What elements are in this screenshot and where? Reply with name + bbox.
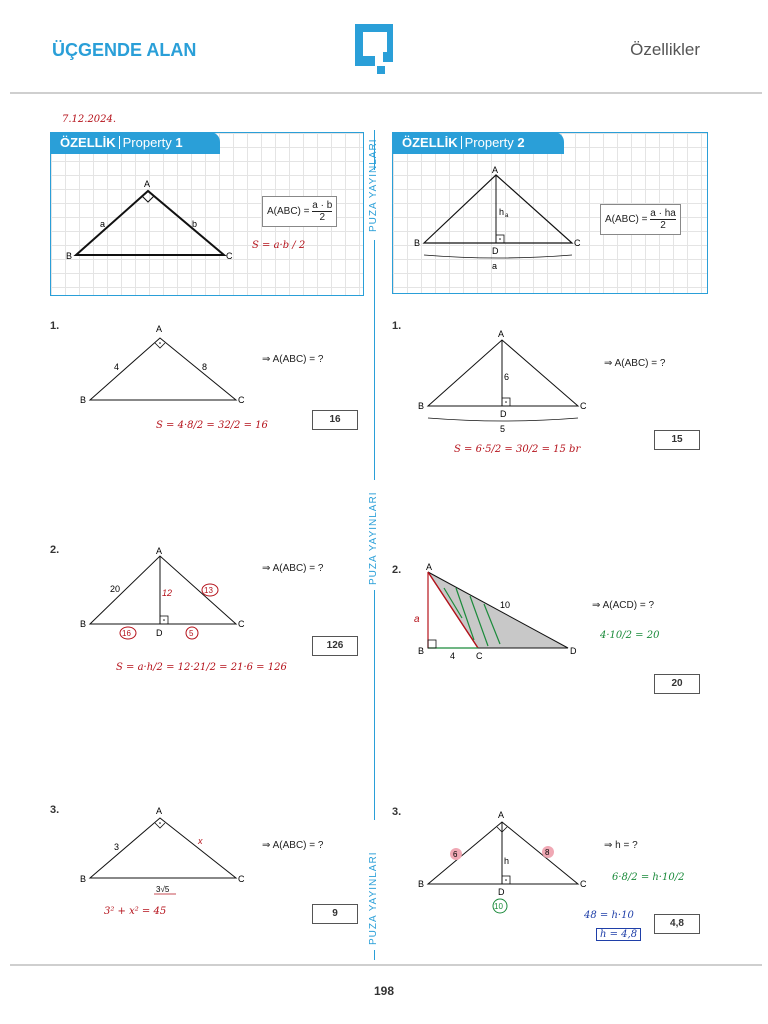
svg-text:a: a	[505, 213, 509, 219]
publisher-vertical-1: PUZA YAYINLARI	[368, 138, 379, 232]
right-q2-triangle	[404, 560, 584, 664]
property1-formula-den: 2	[319, 212, 326, 223]
svg-text:3√5: 3√5	[156, 885, 170, 894]
property2-formula-num: a · ha	[650, 208, 676, 219]
right-q1-triangle	[414, 328, 594, 438]
property2-tab-num: 2	[517, 135, 525, 150]
svg-text:A: A	[498, 329, 505, 339]
right-q3-number: 3.	[392, 806, 402, 818]
svg-text:12: 12	[162, 588, 173, 598]
right-q2-number: 2.	[392, 564, 402, 576]
svg-text:B: B	[80, 874, 87, 884]
left-q2-answer: 126	[312, 636, 358, 656]
property1-tab	[50, 132, 220, 154]
property2-tab-bold: ÖZELLİK	[402, 135, 458, 150]
property2-formula	[600, 204, 681, 235]
left-q3-question: ⇒ A(ABC) = ?	[262, 840, 324, 851]
property2-tab	[392, 132, 564, 154]
svg-text:6: 6	[504, 372, 510, 382]
center-line-mid	[374, 240, 375, 480]
left-q2-question: ⇒ A(ABC) = ?	[262, 563, 324, 574]
svg-text:x: x	[198, 836, 203, 846]
svg-text:D: D	[570, 646, 577, 656]
property1-handwriting: S = a·b / 2	[252, 240, 306, 251]
svg-text:B: B	[66, 251, 73, 261]
svg-text:20: 20	[110, 584, 121, 594]
left-q1-number: 1.	[50, 320, 60, 332]
right-q2-handwriting: 4·10/2 = 20	[600, 630, 660, 641]
svg-text:C: C	[238, 395, 245, 405]
svg-text:4: 4	[450, 651, 456, 661]
svg-text:C: C	[580, 401, 587, 411]
svg-text:B: B	[80, 395, 87, 405]
section-title: ÜÇGENDE ALAN	[52, 40, 197, 60]
svg-text:C: C	[580, 879, 587, 889]
svg-text:B: B	[414, 238, 421, 248]
left-q1-handwriting: S = 4·8/2 = 32/2 = 16	[156, 420, 268, 431]
property1-formula-lhs: A(ABC) =	[267, 206, 310, 218]
svg-text:10: 10	[494, 902, 503, 911]
property2-tab-text: Property	[464, 135, 514, 150]
right-q1-answer: 15	[654, 430, 700, 450]
publisher-logo-icon	[353, 22, 395, 78]
svg-text:A: A	[156, 324, 163, 334]
right-q1-handwriting: S = 6·5/2 = 30/2 = 15 br	[454, 444, 581, 455]
svg-text:a: a	[414, 614, 420, 625]
svg-text:16: 16	[122, 629, 131, 638]
property1-tab-bold: ÖZELLİK	[60, 135, 116, 150]
svg-text:13: 13	[204, 586, 213, 595]
svg-text:a: a	[492, 261, 498, 271]
property2-formula-den: 2	[660, 220, 666, 231]
svg-text:A: A	[156, 546, 163, 556]
svg-text:8: 8	[202, 362, 208, 372]
svg-text:A: A	[156, 806, 163, 816]
svg-text:C: C	[238, 874, 245, 884]
right-q3-question: ⇒ h = ?	[604, 840, 638, 851]
left-q1-answer: 16	[312, 410, 358, 430]
property1-tab-num: 1	[175, 135, 183, 150]
right-q1-question: ⇒ A(ABC) = ?	[604, 358, 666, 369]
center-line-low	[374, 590, 375, 820]
left-q1-triangle	[78, 322, 248, 406]
top-divider	[10, 92, 762, 94]
svg-text:D: D	[500, 409, 507, 419]
svg-text:C: C	[476, 651, 483, 661]
svg-text:B: B	[418, 401, 425, 411]
svg-text:A: A	[426, 562, 433, 572]
property1-triangle	[56, 175, 246, 270]
svg-text:D: D	[156, 628, 163, 638]
svg-text:h: h	[504, 856, 510, 866]
property1-formula	[262, 196, 337, 227]
right-q3-handwriting-1: 6·8/2 = h·10/2	[612, 872, 685, 883]
left-q2-number: 2.	[50, 544, 60, 556]
publisher-vertical-3: PUZA YAYINLARI	[368, 851, 379, 945]
svg-text:B: B	[418, 646, 425, 656]
svg-text:C: C	[574, 238, 581, 248]
svg-text:h: h	[499, 207, 505, 217]
right-q1-number: 1.	[392, 320, 402, 332]
left-q3-answer: 9	[312, 904, 358, 924]
svg-text:3: 3	[114, 842, 120, 852]
svg-text:C: C	[238, 619, 245, 629]
svg-text:A: A	[144, 179, 151, 189]
property1-tab-text: Property	[122, 135, 172, 150]
right-q2-question: ⇒ A(ACD) = ?	[592, 600, 655, 611]
publisher-vertical-2: PUZA YAYINLARI	[368, 491, 379, 585]
left-q2-triangle	[78, 546, 248, 642]
left-q3-number: 3.	[50, 804, 60, 816]
center-line-bottom	[374, 950, 375, 960]
svg-text:5: 5	[500, 424, 506, 434]
svg-text:D: D	[492, 246, 499, 256]
svg-text:4: 4	[114, 362, 120, 372]
property2-formula-lhs: A(ABC) =	[605, 214, 648, 226]
left-q3-triangle	[78, 806, 258, 902]
right-q3-triangle	[414, 806, 594, 916]
svg-text:C: C	[226, 251, 233, 261]
right-q3-handwriting-3: h = 4,8	[596, 928, 641, 941]
property2-triangle	[408, 165, 588, 277]
svg-text:b: b	[192, 219, 198, 229]
svg-text:A: A	[492, 165, 499, 175]
left-q1-question: ⇒ A(ABC) = ?	[262, 354, 324, 365]
svg-text:a: a	[100, 219, 106, 229]
svg-text:B: B	[80, 619, 87, 629]
svg-text:5: 5	[189, 629, 194, 638]
right-q2-answer: 20	[654, 674, 700, 694]
svg-text:6: 6	[453, 850, 458, 859]
svg-text:A: A	[498, 810, 505, 820]
right-q3-handwriting-2: 48 = h·10	[584, 910, 634, 921]
handwritten-date: 7.12.2024.	[62, 114, 117, 125]
left-q3-handwriting: 3² + x² = 45	[104, 906, 167, 917]
left-q2-handwriting: S = a·h/2 = 12·21/2 = 21·6 = 126	[116, 662, 287, 673]
section-subtitle: Özellikler	[630, 40, 700, 59]
right-q3-answer: 4,8	[654, 914, 700, 934]
svg-text:D: D	[498, 887, 505, 897]
svg-text:8: 8	[545, 848, 550, 857]
bottom-divider	[10, 964, 762, 966]
svg-text:10: 10	[500, 600, 511, 610]
page-number: 198	[373, 984, 395, 998]
svg-text:B: B	[418, 879, 425, 889]
property1-formula-num: a · b	[312, 200, 333, 211]
